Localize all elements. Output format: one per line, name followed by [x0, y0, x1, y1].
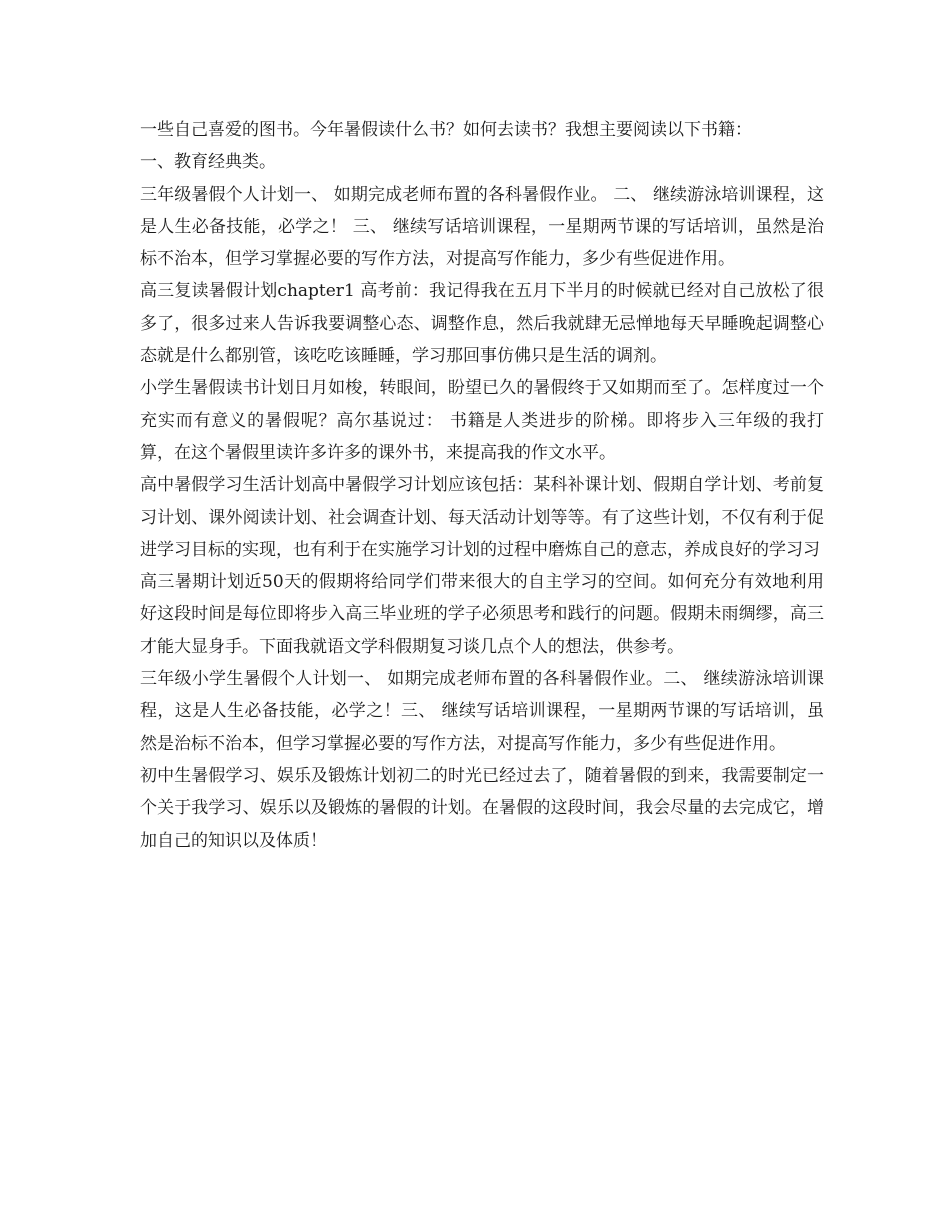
paragraph-intro: 一些自己喜爱的图书。今年暑假读什么书？如何去读书？我想主要阅读以下书籍：	[140, 120, 752, 140]
paragraph-grade3-plan: 三年级暑假个人计划一、 如期完成老师布置的各科暑假作业。 二、 继续游泳培训课程，这是人生必备技能，必学之！ 三、 继续写话培训课程，一星期两节课的写话培训，虽然是治标不治本，但学习掌握必要的写作方法，对提高写作能力，多少有些促进作用。	[140, 184, 824, 270]
paragraph-senior-summer-plan: 高三暑期计划近50天的假期将给同学们带来很大的自主学习的空间。如何充分有效地利用好这段时间是每位即将步入高三毕业班的学子必须思考和践行的问题。假期未雨绸缪，高三才能大显身手。下面我就语文学科假期复习谈几点个人的想法，供参考。	[140, 572, 824, 657]
paragraph-middleschool-plan: 初中生暑假学习、娱乐及锻炼计划初二的时光已经过去了，随着暑假的到来，我需要制定一个关于我学习、娱乐以及锻炼的暑假的计划。在暑假的这段时间，我会尽量的去完成它，增加自己的知识以及体质！	[140, 765, 824, 851]
paragraph-grade3-primary-plan: 三年级小学生暑假个人计划一、 如期完成老师布置的各科暑假作业。二、 继续游泳培训课程，这是人生必备技能，必学之！三、 继续写话培训课程，一星期两节课的写话培训，虽然是治标不治本，但学习掌握必要的写作方法，对提高写作能力，多少有些促进作用。	[140, 669, 824, 754]
document-body	[140, 114, 824, 857]
paragraph-primary-reading-plan: 小学生暑假读书计划日月如梭，转眼间，盼望已久的暑假终于又如期而至了。怎样度过一个充实而有意义的暑假呢？高尔基说过： 书籍是人类进步的阶梯。即将步入三年级的我打算，在这个暑假里读许多许多的课外书，来提高我的作文水平。	[140, 378, 824, 463]
paragraph-senior-repeat-plan: 高三复读暑假计划chapter1 高考前：我记得我在五月下半月的时候就已经对自己放松了很多了，很多过来人告诉我要调整心态、调整作息，然后我就肆无忌惮地每天早睡晚起调整心态就是什么都别管，该吃吃该睡睡，学习那回事仿佛只是生活的调剂。	[140, 281, 824, 367]
paragraph-category: 一、教育经典类。	[140, 152, 276, 173]
paragraph-highschool-study-plan: 高中暑假学习生活计划高中暑假学习计划应该包括：某科补课计划、假期自学计划、考前复习计划、课外阅读计划、社会调查计划、每天活动计划等等。有了这些计划，不仅有利于促进学习目标的实现，也有利于在实施学习计划的过程中磨炼自己的意志，养成良好的学习习	[140, 475, 824, 560]
